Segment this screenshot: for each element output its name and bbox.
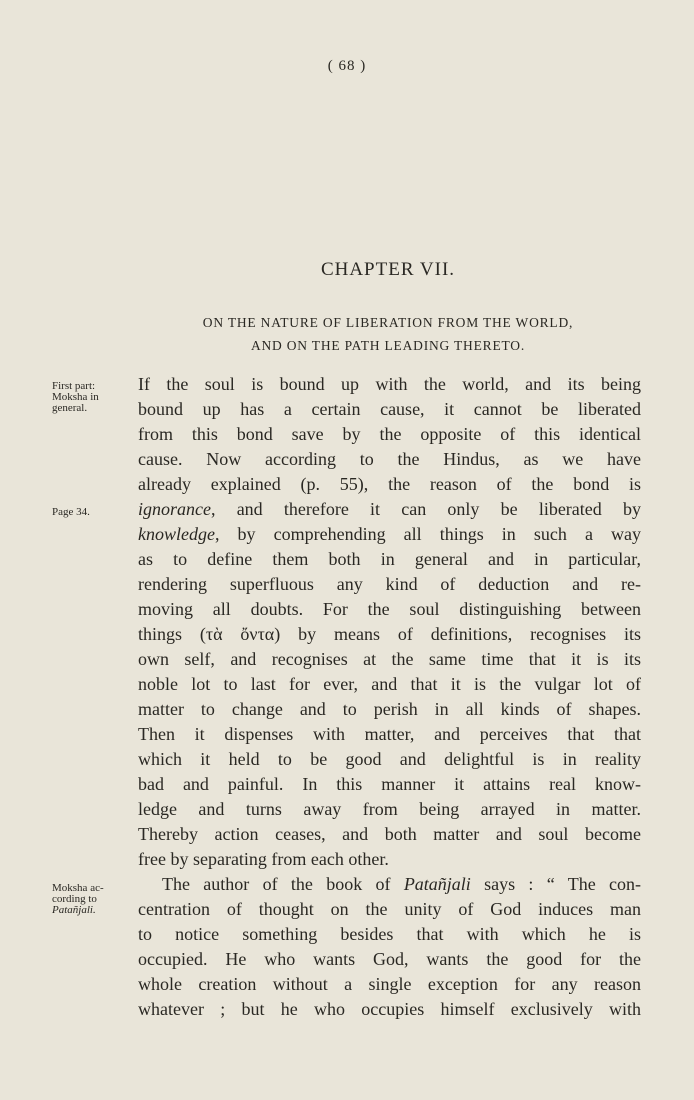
body-line: bad and painful. In this manner it attains real know-: [138, 774, 641, 794]
body-line: occupied. He who wants God, wants the good for the: [138, 949, 641, 969]
chapter-subtitle: [0, 311, 694, 357]
chapter-subtitle-line: AND ON THE PATH LEADING THERETO.: [250, 338, 526, 353]
body-line: bound up has a certain cause, it cannot be liberated: [138, 399, 641, 419]
body-line: ignorance, and therefore it can only be liberated by: [138, 499, 641, 519]
chapter-heading: CHAPTER VII.: [320, 259, 456, 280]
margin-note-moksha-according: [52, 883, 134, 916]
body-line: free by separating from each other.: [138, 849, 389, 869]
margin-note-line: First part:: [52, 380, 96, 392]
page-number: ( 68 ): [327, 58, 367, 74]
body-line: If the soul is bound up with the world, and its being: [138, 374, 641, 394]
body-line: which it held to be good and delightful is in reality: [138, 749, 641, 769]
body-line: own self, and recognises at the same time that it is its: [138, 649, 641, 669]
margin-note-line: cording to: [52, 893, 97, 905]
body-line: knowledge, by comprehending all things in such a way: [138, 524, 641, 544]
chapter-subtitle-line: ON THE NATURE OF LIBERATION FROM THE WORLD,: [202, 315, 574, 330]
body-line: ledge and turns away from being arrayed in matter.: [138, 799, 641, 819]
body-line: Then it dispenses with matter, and perceives that that: [138, 724, 641, 744]
body-text: [138, 372, 641, 1022]
body-line: rendering superfluous any kind of deduction and re-: [138, 574, 641, 594]
body-line: whole creation without a single exception for any reason: [138, 974, 641, 994]
body-line: Thereby action ceases, and both matter and soul become: [138, 824, 641, 844]
body-line: centration of thought on the unity of God induces man: [138, 899, 641, 919]
body-line: to notice something besides that with which he is: [138, 924, 641, 944]
margin-note-first-part: [52, 381, 134, 414]
margin-note-line: Moksha ac-: [52, 882, 104, 894]
body-line: cause. Now according to the Hindus, as we have: [138, 449, 641, 469]
body-line: moving all doubts. For the soul distinguishing between: [138, 599, 641, 619]
body-line: The author of the book of Patañjali says : “ The con-: [162, 874, 641, 894]
margin-note-line: Page 34.: [52, 506, 90, 518]
body-line: matter to change and to perish in all kinds of shapes.: [138, 699, 641, 719]
margin-note-line-italic: Patañjali.: [52, 904, 96, 916]
body-line: as to define them both in general and in particular,: [138, 549, 641, 569]
body-line: already explained (p. 55), the reason of the bond is: [138, 474, 641, 494]
body-line: noble lot to last for ever, and that it is the vulgar lot of: [138, 674, 641, 694]
margin-note-page-ref: [52, 507, 134, 518]
margin-note-line: general.: [52, 402, 88, 414]
body-line: things (τὰ ὄντα) by means of definitions, recognises its: [138, 624, 641, 644]
margin-note-line: Moksha in: [52, 391, 99, 403]
body-line: from this bond save by the opposite of this identical: [138, 424, 641, 444]
body-line: whatever ; but he who occupies himself exclusively with: [138, 999, 641, 1019]
